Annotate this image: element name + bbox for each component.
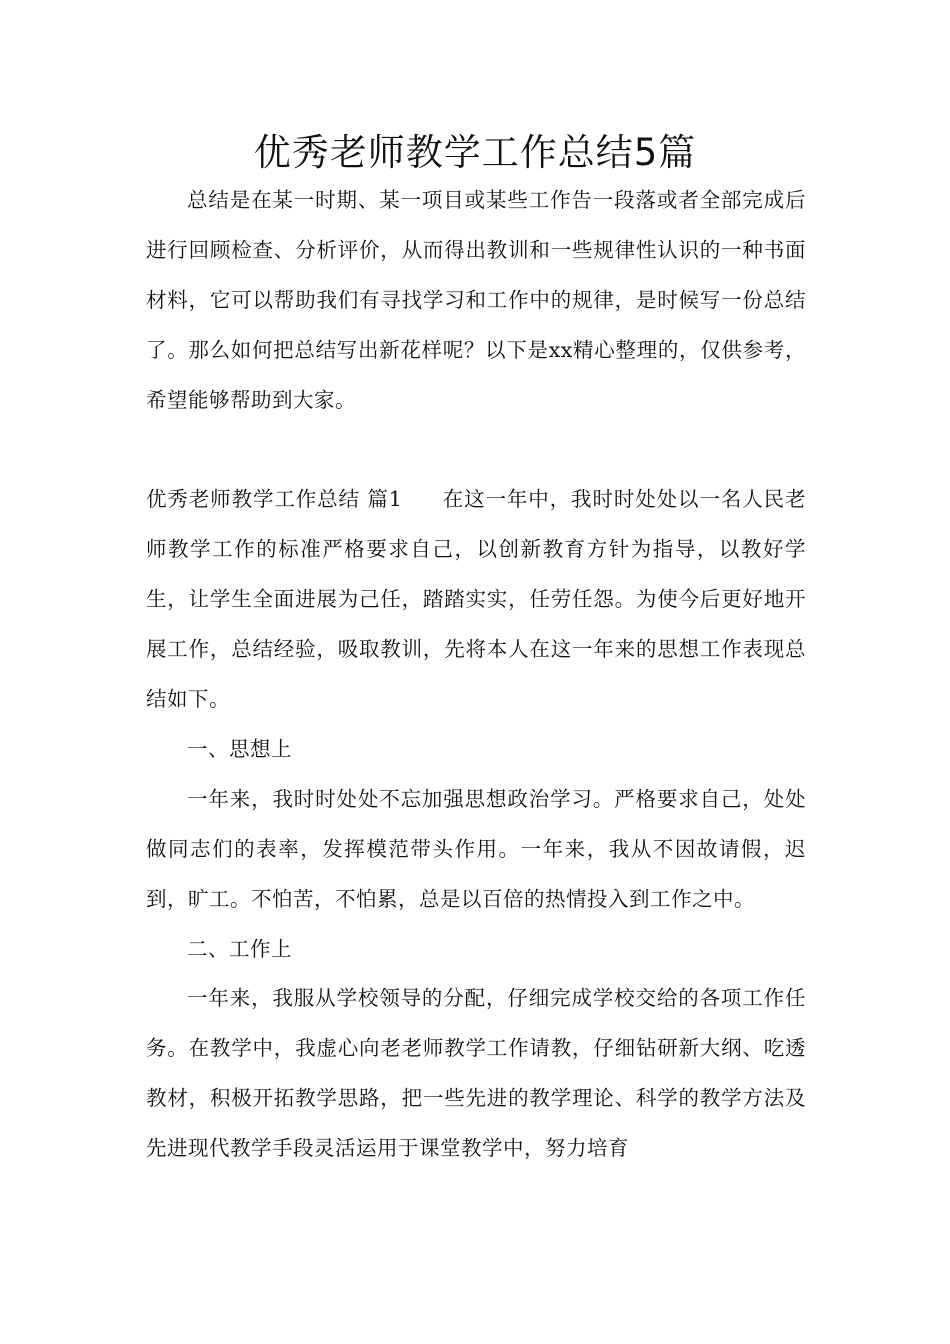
section-1-heading: 优秀老师教学工作总结 篇1 bbox=[146, 487, 403, 512]
part-2-paragraph: 一年来，我服从学校领导的分配，仔细完成学校交给的各项工作任务。在教学中，我虚心向老老师教学工作请教，仔细钻研新大纲、吃透教材，积极开拓教学思路，把一些先进的教学理论、科学的教学方法及先进现代教学手段灵活运用于课堂教学中，努力培育 bbox=[146, 986, 806, 1161]
section-1-paragraph bbox=[146, 475, 806, 725]
section-1-opening: 在这一年中，我时时处处以一名人民老师教学工作的标准严格要求自己，以创新教育方针为指导，以教好学生，让学生全面进展为己任，踏踏实实，任劳任怨。为使今后更好地开展工作，总结经验，吸取教训，先将本人在这一年来的思想工作表现总结如下。 bbox=[146, 487, 807, 712]
intro-paragraph: 总结是在某一时期、某一项目或某些工作告一段落或者全部完成后进行回顾检查、分析评价，从而得出教训和一些规律性认识的一种书面材料，它可以帮助我们有寻找学习和工作中的规律，是时候写一份总结了。那么如何把总结写出新花样呢？以下是xx精心整理的，仅供参考，希望能够帮助到大家。 bbox=[146, 188, 806, 412]
document-title: 优秀老师教学工作总结5篇 bbox=[253, 131, 697, 174]
part-2-heading: 二、工作上 bbox=[187, 936, 292, 961]
document-body bbox=[146, 176, 806, 1174]
part-1-heading: 一、思想上 bbox=[187, 736, 292, 761]
paragraph-spacer bbox=[146, 426, 806, 476]
part-1-paragraph: 一年来，我时时处处不忘加强思想政治学习。严格要求自己，处处做同志们的表率，发挥模范带头作用。一年来，我从不因故请假，迟到，旷工。不怕苦，不怕累，总是以百倍的热情投入到工作之中。 bbox=[146, 786, 806, 911]
